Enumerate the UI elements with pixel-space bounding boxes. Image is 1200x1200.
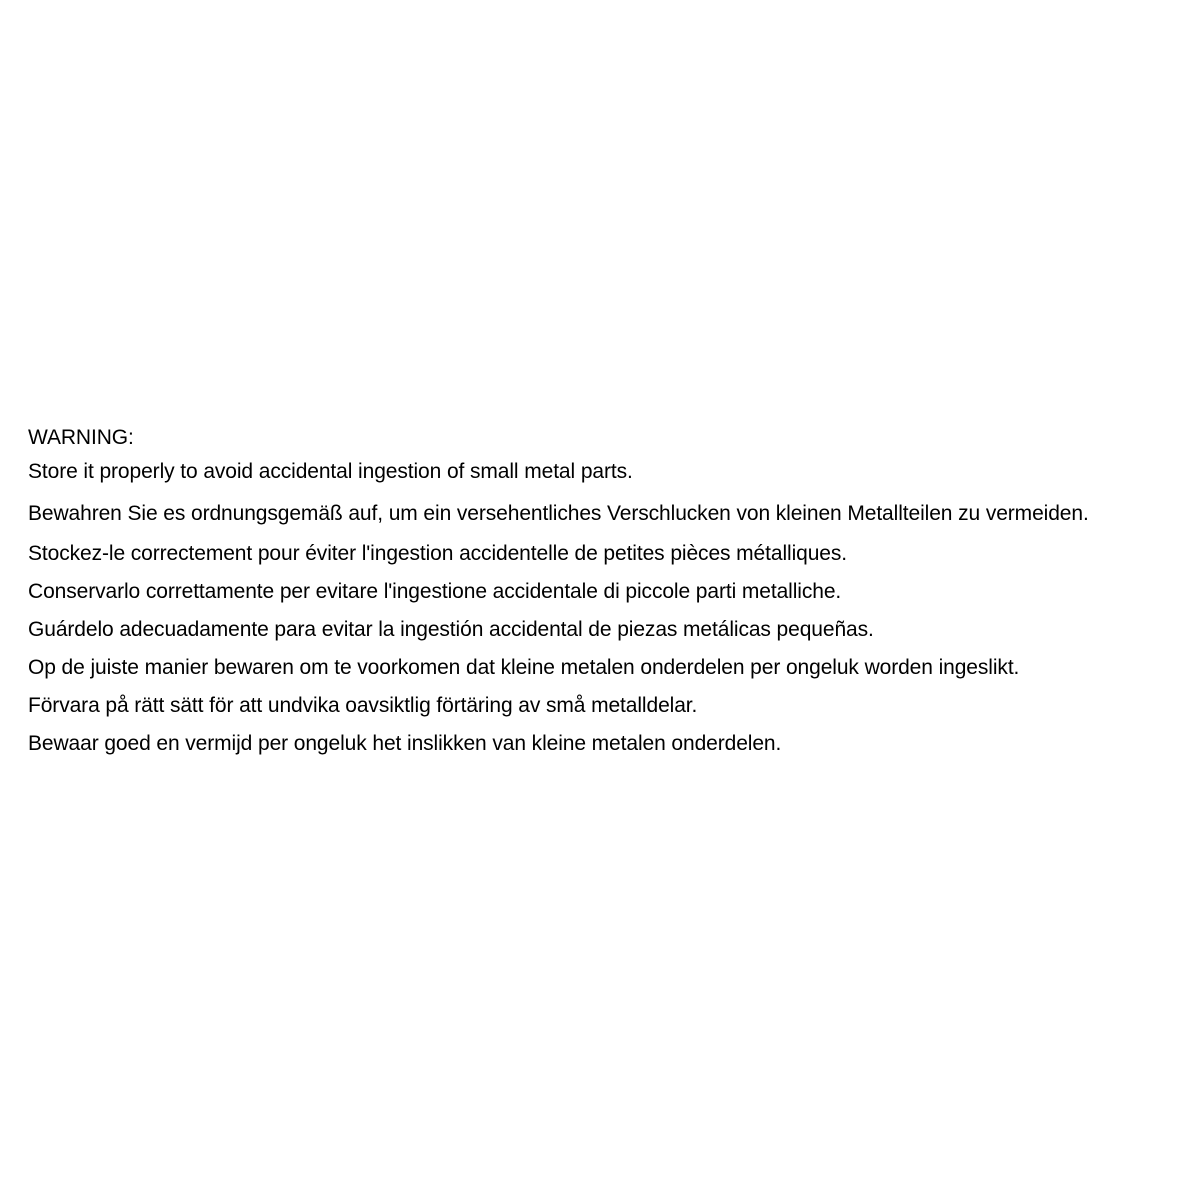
- warning-line-spanish: Guárdelo adecuadamente para evitar la ingestión accidental de piezas metálicas pequeñas.: [28, 618, 874, 641]
- warning-line-italian: Conservarlo correttamente per evitare l'ingestione accidentale di piccole parti metalliche.: [28, 580, 842, 603]
- warning-line-german: Bewahren Sie es ordnungsgemäß auf, um ein versehentliches Verschlucken von kleinen Metallteilen zu vermeiden.: [28, 502, 1089, 525]
- warning-heading: WARNING:: [28, 426, 134, 449]
- warning-line-english: Store it properly to avoid accidental ingestion of small metal parts.: [28, 460, 633, 483]
- warning-line-dutch: Op de juiste manier bewaren om te voorkomen dat kleine metalen onderdelen per ongeluk worden ingeslikt.: [28, 656, 1020, 679]
- warning-line-french: Stockez-le correctement pour éviter l'ingestion accidentelle de petites pièces métalliques.: [28, 542, 848, 565]
- warning-line-swedish: Förvara på rätt sätt för att undvika oavsiktlig förtäring av små metalldelar.: [28, 694, 698, 717]
- warning-line-dutch-alt: Bewaar goed en vermijd per ongeluk het inslikken van kleine metalen onderdelen.: [28, 732, 782, 755]
- warning-notice: [28, 424, 1188, 768]
